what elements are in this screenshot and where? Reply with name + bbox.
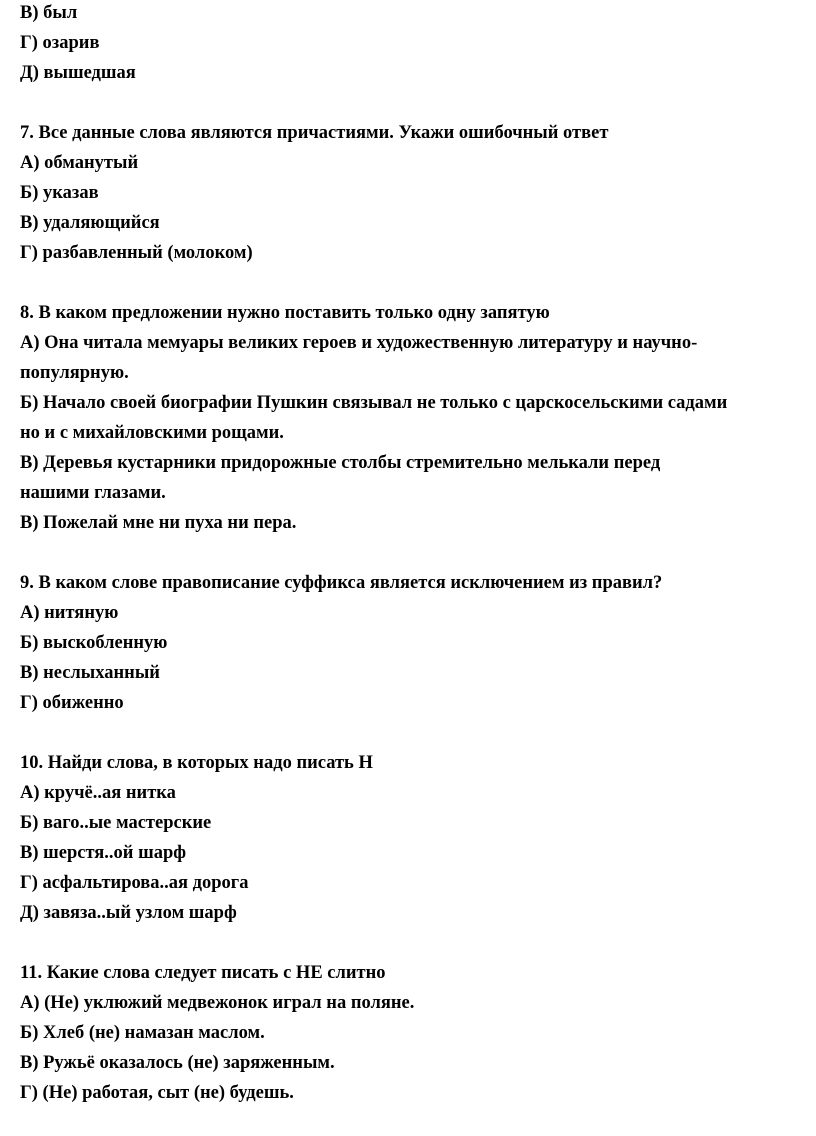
answer-option: В) шерстя..ой шарф [20, 843, 187, 863]
question-text: 7. Все данные слова являются причастиями. Укажи ошибочный ответ [20, 123, 609, 143]
question-text: 11. Какие слова следует писать с НЕ слитно [20, 963, 386, 983]
answer-option: Д) вышедшая [20, 63, 136, 83]
question-6-tail [20, 0, 800, 88]
document-page [20, 0, 800, 1108]
answer-option: Г) асфальтирова..ая дорога [20, 873, 249, 893]
answer-line: В) Деревья кустарники придорожные столбы стремительно мелькали перед [20, 453, 661, 473]
answer-option: Г) (Не) работая, сыт (не) будешь. [20, 1083, 294, 1103]
answer-option: Б) указав [20, 183, 99, 203]
question-text: 8. В каком предложении нужно поставить только одну запятую [20, 303, 550, 323]
answer-line: А) Она читала мемуары великих героев и художественную литературу и научно- [20, 333, 698, 353]
answer-option: Б) выскобленную [20, 633, 168, 653]
question-text: 9. В каком слове правописание суффикса является исключением из правил? [20, 573, 663, 593]
answer-option: А) (Не) уклюжий медвежонок играл на поляне. [20, 993, 415, 1013]
answer-line: нашими глазами. [20, 483, 166, 503]
question-7 [20, 118, 800, 268]
answer-option: Б) ваго..ые мастерские [20, 813, 212, 833]
answer-option: Б) Хлеб (не) намазан маслом. [20, 1023, 265, 1043]
answer-option: Г) озарив [20, 33, 100, 53]
question-10 [20, 748, 800, 928]
answer-line: но и с михайловскими рощами. [20, 423, 284, 443]
answer-option: В) Ружьё оказалось (не) заряженным. [20, 1053, 335, 1073]
answer-line: В) Пожелай мне ни пуха ни пера. [20, 513, 297, 533]
answer-line: популярную. [20, 363, 129, 383]
answer-option: В) был [20, 3, 78, 23]
answer-line: Б) Начало своей биографии Пушкин связывал не только с царскосельскими садами [20, 393, 728, 413]
answer-option: Д) завяза..ый узлом шарф [20, 903, 237, 923]
answer-option: Г) разбавленный (молоком) [20, 243, 253, 263]
question-8 [20, 298, 800, 538]
answer-option: А) кручё..ая нитка [20, 783, 176, 803]
question-9 [20, 568, 800, 718]
answer-option: Г) обиженно [20, 693, 124, 713]
question-11 [20, 958, 800, 1108]
answer-option: В) неслыханный [20, 663, 160, 683]
answer-option: В) удаляющийся [20, 213, 160, 233]
answer-option: А) обманутый [20, 153, 139, 173]
question-text: 10. Найди слова, в которых надо писать Н [20, 753, 373, 773]
answer-option: А) нитяную [20, 603, 119, 623]
